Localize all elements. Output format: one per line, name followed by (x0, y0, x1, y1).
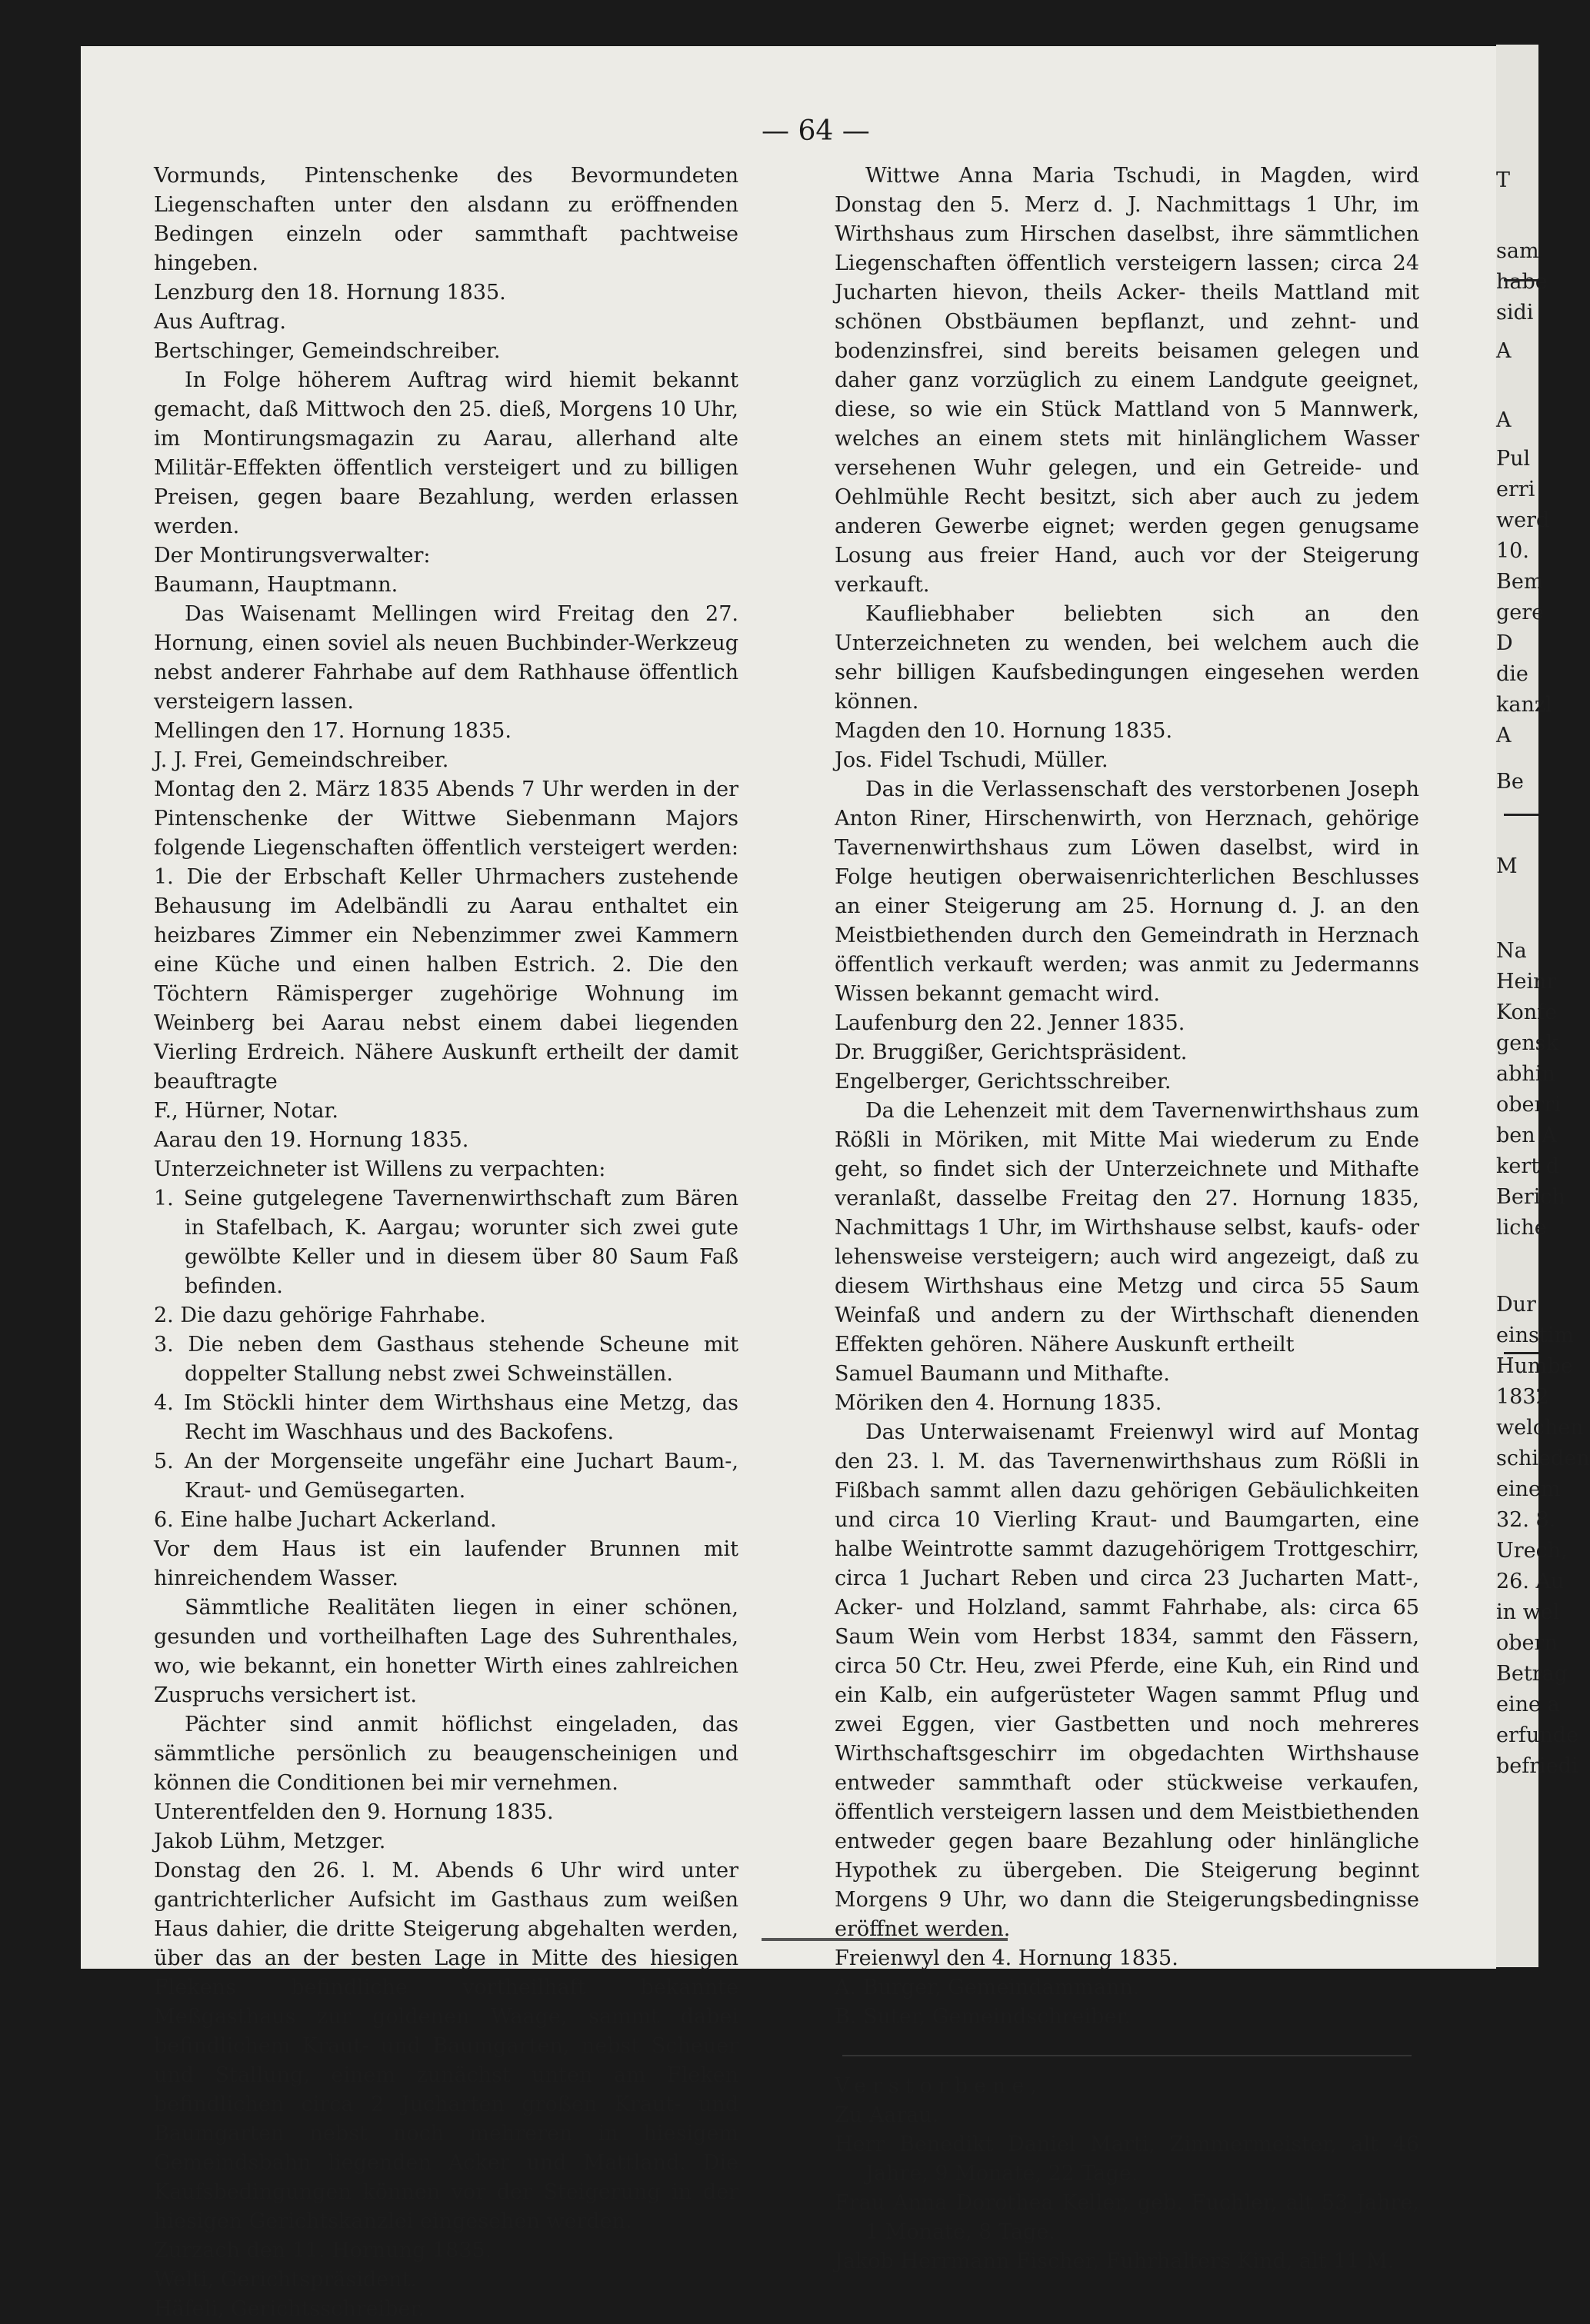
notice-paragraph: Das Unterwaisenamt Freienwyl wird auf Montag den 23. l. M. das Tavernenwirthshaus zum Rößli in Fißbach sammt allen dazu gehörigen Gebäulichkeiten und circa 10 Vierling Kraut- und Baumgarten, eine halbe Weintrotte sammt dazugehörigem Trottgeschirr, circa 1 Juchart Reben und circa 23 Jucharten Matt-, Acker- und Holzland, sammt Fahrhabe, als: circa 65 Saum Wein vom Herbst 1834, sammt den Fässern, circa 50 Ctr. Heu, zwei Pferde, eine Kuh, ein Rind und ein Kalb, ein aufgerüsteter Wagen sammt Pflug und zwei Eggen, vier Gastbetten und noch mehreres Wirthschaftsgeschirr im obgedachten Wirthshause entweder sammthaft oder stückweise verkaufen, öffentlich versteigern lassen und dem Meistbiethenden entweder gegen baare Bezahlung oder hinlängliche Hypothek zu übergeben. Die Steigerung beginnt Morgens 9 Uhr, wo dann die Steigerungsbedingnisse eröffnet werden. (835, 1420, 1419, 1941)
adjacent-page-fragment: 10. (1496, 539, 1529, 563)
adjacent-page-fragment: sam (1496, 239, 1539, 263)
adjacent-page-fragment: A (1496, 408, 1512, 432)
notice-paragraph: Engelberger, Gerichtsschreiber. (835, 1070, 1172, 1094)
adjacent-page-fragment: Urech, (1496, 1539, 1568, 1563)
notice-paragraph: 3. Die neben dem Gasthaus stehende Scheune mit doppelter Stallung nebst zwei Schweinställen. (154, 1333, 738, 1386)
adjacent-page-fragment: liche (1496, 1216, 1547, 1240)
notice-paragraph: Das Waisenamt Mellingen wird Freitag den 27. Hornung, einen soviel als neuen Buchbinder-Werkzeug nebst anderer Fahrhabe auf dem Rathhause öffentlich versteigern lassen. (154, 602, 738, 714)
notice-paragraph: J. J. Frei, Gemeindschreiber. (154, 748, 449, 772)
notice-paragraph: 4. Im Stöckli hinter dem Wirthshaus eine Metzg, das Recht im Waschhaus und des Backofens. (154, 1391, 738, 1444)
notice-paragraph: Vor dem Haus ist ein laufender Brunnen mit hinreichendem Wasser. (154, 1537, 738, 1590)
notice-paragraph: Aarau den 19. Hornung 1835. (154, 1128, 469, 1152)
adjacent-page-fragment: Betrag (1496, 1662, 1568, 1686)
notice-paragraph: Mellingen den 17. Hornung 1835. (154, 719, 512, 743)
adjacent-page-rule (1504, 279, 1538, 281)
notice-paragraph: Da die Lehenzeit mit dem Tavernenwirthshaus zum Rößli in Möriken, mit Mitte Mai wiederum zu Ende geht, so findet sich der Unterzeichnete und Mithafte veranlaßt, dasselbe Freitag den 27. Hornung 1835, Nachmittags 1 Uhr, im Wirthshause selbst, kaufs- oder lehensweise versteigern; auch wird angezeigt, daß zu diesem Wirthshaus eine Metzg und circa 55 Saum Weinfaß und andern zu der Wirthschaft dienenden Effekten gehören. Nähere Auskunft ertheilt (835, 1099, 1419, 1357)
notice-paragraph: A. Burger, Gemeindammann. (835, 1976, 1140, 1999)
left-column (154, 161, 738, 2321)
adjacent-page-fragment: eine a (1496, 1693, 1560, 1716)
adjacent-page-fragment: D (1496, 631, 1513, 655)
adjacent-page-fragment: welchen (1496, 1416, 1584, 1440)
adjacent-page-fragment: erfunde (1496, 1723, 1578, 1747)
notice-paragraph: 6. Eine halbe Juchart Ackerland. (154, 1508, 497, 1532)
adjacent-page-strip (1496, 45, 1590, 1967)
adjacent-page-fragment: Humbe (1496, 1354, 1573, 1378)
adjacent-page-fragment: 32. 8. (1496, 1508, 1556, 1532)
deaths-list (835, 2130, 1419, 2276)
notice-paragraph: Möriken den 4. Hornung 1835. (835, 1391, 1162, 1415)
notice-paragraph: Sämmtliche Realitäten liegen in einer schönen, gesunden und vortheilhaften Lage des Suhrenthales, wo, wie bekannt, ein honetter Wirth eines zahlreichen Zuspruchs versichert ist. (154, 1596, 738, 1707)
adjacent-page-fragment: abhin (1496, 1062, 1555, 1086)
adjacent-page-fragment: befriedi (1496, 1754, 1578, 1778)
adjacent-page-fragment: A (1496, 339, 1512, 363)
adjacent-page-fragment: Dur (1496, 1293, 1536, 1317)
notice-paragraph: 1. Seine gutgelegene Tavernenwirthschaft zum Bären in Stafelbach, K. Aargau; worunter sich zwei gute gewölbte Keller und in diesem über 80 Saum Faß befinden. (154, 1187, 738, 1298)
notice-paragraph: In Folge höherem Auftrag wird hiemit bekannt gemacht, daß Mittwoch den 25. dieß, Morgens 10 Uhr, im Montirungsmagazin zu Aarau, allerhand alte Militär-Effekten öffentlich versteigert und zu billigen Preisen, gegen baare Bezahlung, werden erlassen werden. (154, 368, 738, 538)
bottom-rule (762, 1938, 1008, 1941)
adjacent-page-fragment: habe (1496, 270, 1548, 294)
notice-paragraph: B. Suter, Gemeindschreiber. (835, 2005, 1131, 2029)
notice-paragraph: Bertschinger, Gemeindschreiber. (154, 339, 501, 363)
adjacent-page-fragment: gere (1496, 601, 1545, 624)
adjacent-page-fragment: in wel (1496, 1600, 1560, 1624)
notice-paragraph: Jos. Fidel Tschudi, Müller. (835, 748, 1108, 772)
adjacent-page-fragment: Heinr (1496, 970, 1557, 994)
adjacent-page-fragment: M (1496, 854, 1518, 878)
notice-paragraph: Lenzburg den 18. Hornung 1835. (154, 281, 506, 305)
adjacent-page-fragment: Be (1496, 770, 1524, 794)
page-number: — 64 — (762, 115, 870, 147)
adjacent-page-fragment: einstim (1496, 1323, 1574, 1347)
adjacent-page-fragment: einem (1496, 1477, 1561, 1501)
adjacent-page-fragment: T (1496, 168, 1511, 192)
notice-paragraph: Kaufliebhaber beliebten sich an den Unterzeichneten zu wenden, bei welchem auch die sehr billigen Kaufsbedingungen eingesehen werden können. (835, 602, 1419, 714)
deaths-place: Zu Aarau. (835, 2103, 939, 2127)
adjacent-page-fragment: die (1496, 662, 1528, 686)
section-divider (842, 2055, 1412, 2056)
notice-paragraph: F., Hürner, Notar. (154, 1099, 338, 1123)
notice-paragraph: Baumann, Hauptmann. (154, 573, 398, 597)
notice-paragraph: Pächter sind anmit höflichst eingeladen, das sämmtliche persönlich zu beaugenscheinigen und können die Conditionen bei mir vernehmen. (154, 1713, 738, 1795)
adjacent-page-fragment: kanzl (1496, 693, 1552, 717)
notice-paragraph: Aus Auftrag. (154, 310, 286, 334)
death-entry: Herr Benedikt Daniel Marti, Zimmermeister, alt 46 Jahre, 9 Monate, 22 Tage. (835, 2133, 1419, 2186)
notice-paragraph: Dr. Bruggißer, Gerichtspräsident. (835, 1040, 1188, 1064)
notice-paragraph: Jakob Lühm, Metzger. (154, 1830, 386, 1853)
notice-paragraph: Laufenburg den 22. Jenner 1835. (835, 1011, 1185, 1035)
adjacent-page-fragment: oberri (1496, 1093, 1561, 1117)
notice-paragraph: Das in die Verlassenschaft des verstorbenen Joseph Anton Riner, Hirschenwirth, von Herznach, gehörige Tavernenwirthshaus zum Löwen daselbst, wird in Folge heutigen oberwaisenrichterlichen Beschlusses an einer Steigerung am 25. Hornung d. J. an den Meistbiethenden durch den Gemeindrath in Herznach öffentlich verkauft werden; was anmit zu Jedermanns Wissen bekannt gemacht wird. (835, 777, 1419, 1006)
adjacent-page-fragment: schieden (1496, 1447, 1590, 1470)
adjacent-page-fragment: Na (1496, 939, 1527, 963)
adjacent-page-fragment: 26. Au (1496, 1570, 1565, 1593)
adjacent-page-fragment: Konfe (1496, 1001, 1558, 1024)
adjacent-page-fragment: 1832 (1496, 1385, 1549, 1409)
notice-paragraph: Magden den 10. Hornung 1835. (835, 719, 1173, 743)
notice-paragraph: 2. Die dazu gehörige Fahrhabe. (154, 1304, 486, 1327)
notice-paragraph: Häfeli, Gerichtsschreiber. (154, 2297, 425, 2321)
notice-paragraph: Donstag den 26. l. M. Abends 6 Uhr wird unter gantrichterlicher Aufsicht im Gasthaus zum weißen Haus dahier, die dritte Steigerung abgehalten werden, über das an der besten Lage in Mitte des hiesigen Flekens befindliche vortheilhaft bekannte Meßgasthaus zur goldenen Waage, sammt dabei befindlichem Kraut- und Baumgarten, nebst Scheuer und Stallung, einem zunächst unten am Fleken befindlichen circa 2 Jucharten großen Kraut- und Baumgarten nebst noch mehreren in hiesigem Gemeindsbahn liegenden Acker und Mattland. Die Kaufsbedingungen können vor der Steigerung in der hiesigen Gerichtskanzlei eingesehen werden. (154, 1859, 738, 2233)
adjacent-page-fragment: Bem (1496, 570, 1544, 594)
notice-paragraph: Zurzach den 11. Hornung 1835. (154, 2239, 492, 2262)
adjacent-page-fragment: gensk (1496, 1031, 1558, 1055)
notice-paragraph: Der Montirungsverwalter: (154, 544, 431, 568)
notice-paragraph: Unterentfelden den 9. Hornung 1835. (154, 1800, 554, 1824)
adjacent-page-rule (1504, 1352, 1538, 1354)
adjacent-page-fragment: A (1496, 724, 1512, 747)
adjacent-page-fragment: sidi (1496, 301, 1534, 325)
notice-paragraph: 5. An der Morgenseite ungefähr eine Juchart Baum-, Kraut- und Gemüsegarten. (154, 1450, 738, 1503)
notice-paragraph: Montag den 2. März 1835 Abends 7 Uhr werden in der Pintenschenke der Wittwe Siebenmann Majors folgende Liegenschaften öffentlich versteigert werden: 1. Die der Erbschaft Keller Uhrmachers zustehende Behausung im Adelbändli zu Aarau enthaltet ein heizbares Zimmer ein Nebenzimmer zwei Kammern eine Küche und einen halben Estrich. 2. Die den Töchtern Rämisperger zugehörige Wohnung im Weinberg bei Aarau nebst einem dabei liegenden Vierling Erdreich. Nähere Auskunft ertheilt der damit beauftragte (154, 777, 738, 1094)
adjacent-page-fragment: kert d (1496, 1154, 1559, 1178)
notice-paragraph: Unterzeichneter ist Willens zu verpachten: (154, 1157, 606, 1181)
notice-paragraph: Wittwe Anna Maria Tschudi, in Magden, wird Donstag den 5. Merz d. J. Nachmittags 1 Uhr, im Wirthshaus zum Hirschen daselbst, ihre sämmtlichen Liegenschaften öffentlich versteigern lassen; circa 24 Jucharten hievon, theils Acker- theils Mattland mit schönen Obstbäumen bepflanzt, und zehnt- und bodenzinsfrei, sind bereits beisamen gelegen und daher ganz vorzüglich zu einem Landgute geeignet, diese, so wie ein Stück Mattland von 5 Mannwerk, welches an einem stets mit hinlänglichem Wasser versehenen Wuhr gelegen, und ein Getreide- und Oehlmühle Recht besitzt, sich aber auch zu jedem anderen Gewerbe eignet; werden gegen genugsame Losung aus freier Hand, auch vor der Steigerung verkauft. (835, 164, 1419, 597)
notice-paragraph: Welti, Gerichtspräsident. (154, 2268, 417, 2292)
adjacent-page-fragment: Pul (1496, 447, 1531, 471)
right-column (835, 161, 1419, 2273)
adjacent-page-fragment: ben A (1496, 1124, 1557, 1147)
death-entry: Jakob Herrmann Fischer, Fuhrhalters Kind, alt 11 M. (835, 2249, 1395, 2273)
deaths-heading: Verstorbene, (835, 2074, 1043, 2098)
adjacent-page-fragment: obern (1496, 1631, 1558, 1655)
adjacent-page-fragment: Berich (1496, 1185, 1565, 1209)
adjacent-page-fragment: werd (1496, 508, 1550, 532)
adjacent-page-rule (1504, 814, 1538, 816)
adjacent-page-fragment: erri (1496, 478, 1535, 501)
notice-paragraph: Vormunds, Pintenschenke des Bevormundeten Liegenschaften unter den alsdann zu eröffnenden Bedingen einzeln oder sammthaft pachtweise hingeben. (154, 164, 738, 275)
notice-paragraph: Samuel Baumann und Mithafte. (835, 1362, 1170, 1386)
death-entry: Frau Anna Dorothea Keller, geb. Fuchler, alt 53 Jahre, 1 Monate, 8 Tage. (835, 2191, 1419, 2244)
notice-paragraph: Freienwyl den 4. Hornung 1835. (835, 1946, 1178, 1970)
right-column-notices (835, 161, 1419, 2032)
